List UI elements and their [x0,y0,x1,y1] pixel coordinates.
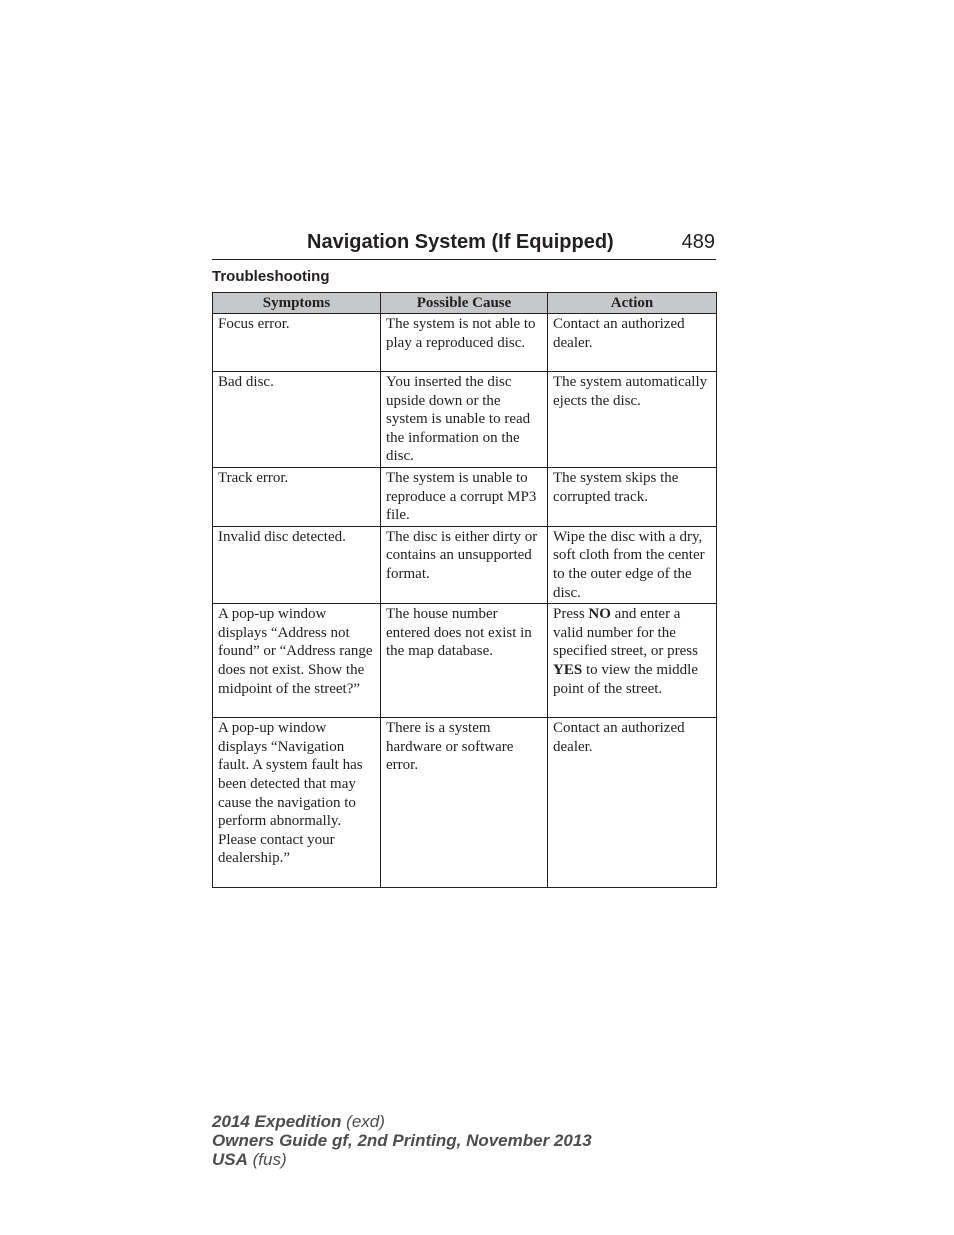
action-cell: Contact an authorized dealer. [548,314,717,372]
action-text: Press [553,606,589,623]
footer-line-market [212,1150,592,1169]
footer-line-model [212,1112,592,1131]
cause-cell: You inserted the disc upside down or the system is unable to read the information on the disc. [381,372,548,468]
cause-cell: The system is not able to play a reproduced disc. [381,314,548,372]
page-footer [212,1112,592,1169]
footer-model-code: (exd) [341,1112,385,1131]
footer-market: USA [212,1150,248,1169]
cause-cell: The house number entered does not exist in the map database. [381,604,548,718]
table-row [213,372,717,468]
cause-cell: The disc is either dirty or contains an unsupported format. [381,526,548,603]
action-cell: The system automatically ejects the disc. [548,372,717,468]
action-text: and enter a valid number for the specified street, or press [553,606,698,660]
footer-model: 2014 Expedition [212,1112,342,1131]
page-header [212,229,716,260]
section-heading: Troubleshooting [212,268,330,285]
action-cell: Wipe the disc with a dry, soft cloth from the center to the outer edge of the disc. [548,526,717,603]
footer-market-code: (fus) [247,1150,287,1169]
symptom-cell: A pop-up window displays “Navigation fault. A system fault has been detected that may cause the navigation to perform abnormally. Please contact your dealership.” [213,718,381,888]
yes-keyword: YES [553,661,583,678]
table-row [213,526,717,603]
no-keyword: NO [588,606,611,623]
table-row [213,314,717,372]
action-cell: Contact an authorized dealer. [548,718,717,888]
action-cell [548,604,717,718]
column-header-action: Action [548,293,717,314]
column-header-possible-cause: Possible Cause [381,293,548,314]
table-row [213,718,717,888]
table-header-row [213,293,717,314]
troubleshooting-table [212,292,717,888]
footer-line-printing: Owners Guide gf, 2nd Printing, November 2013 [212,1131,592,1150]
action-cell: The system skips the corrupted track. [548,467,717,526]
page-title: Navigation System (If Equipped) [307,231,614,253]
page-number: 489 [681,231,715,253]
cause-cell: There is a system hardware or software error. [381,718,548,888]
symptom-cell: A pop-up window displays “Address not found” or “Address range does not exist. Show the midpoint of the street?” [213,604,381,718]
cause-cell: The system is unable to reproduce a corrupt MP3 file. [381,467,548,526]
symptom-cell: Invalid disc detected. [213,526,381,603]
symptom-cell: Track error. [213,467,381,526]
table-row [213,604,717,718]
action-text: to view the middle point of the street. [553,661,698,697]
table-row [213,467,717,526]
column-header-symptoms: Symptoms [213,293,381,314]
symptom-cell: Bad disc. [213,372,381,468]
symptom-cell: Focus error. [213,314,381,372]
